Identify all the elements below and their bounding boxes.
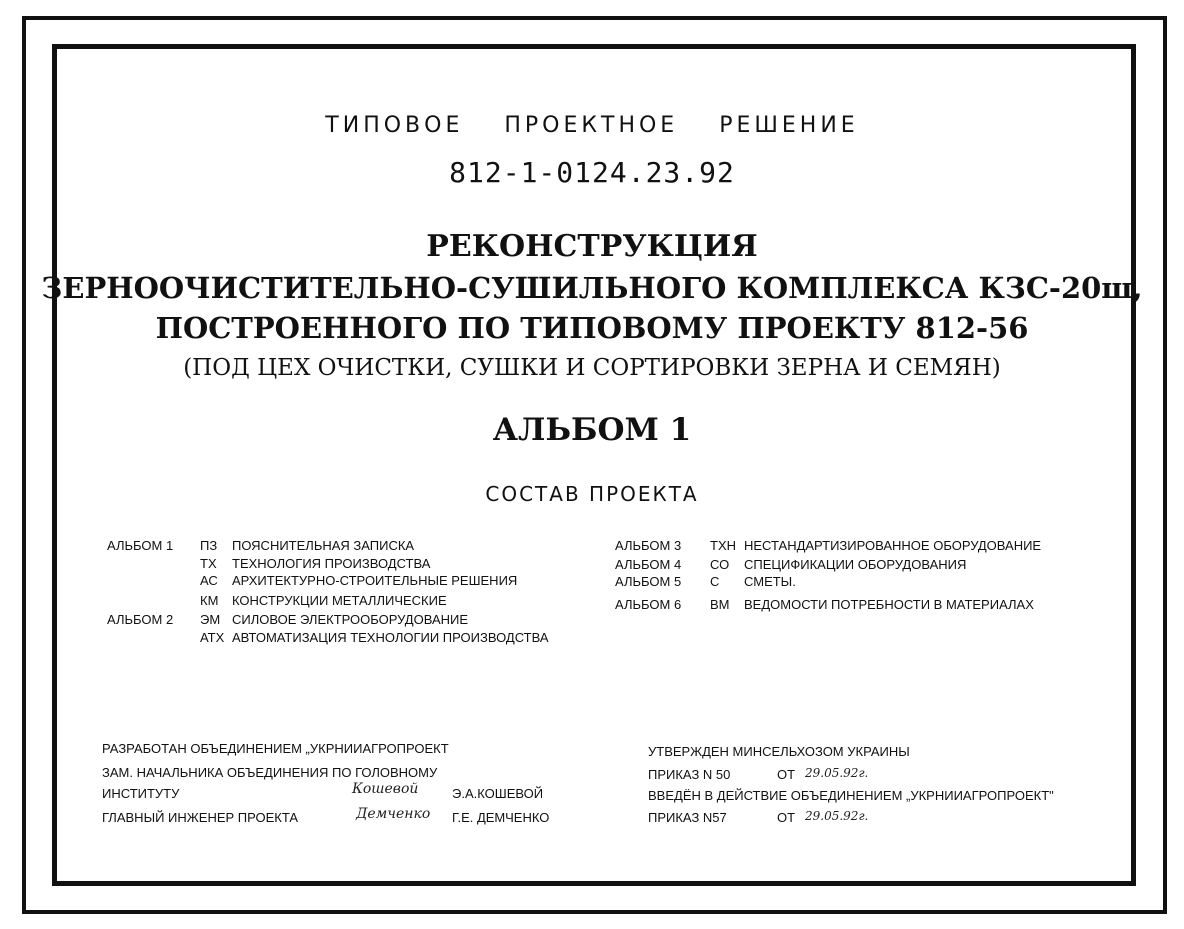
- doc-type-heading: ТИПОВОЕ ПРОЕКТНОЕ РЕШЕНИЕ: [325, 113, 859, 138]
- title-line-2: ЗЕРНООЧИСТИТЕЛЬНО-СУШИЛЬНОГО КОМПЛЕКСА КЗС-20ш,: [41, 271, 1143, 305]
- developed-line-4: ГЛАВНЫЙ ИНЖЕНЕР ПРОЕКТА: [102, 810, 299, 825]
- developed-name-1: Э.А.КОШЕВОЙ: [452, 786, 544, 801]
- doc-code: 812-1-0124.23.92: [449, 156, 735, 189]
- approved-line-1: УТВЕРЖДЕН МИНСЕЛЬХОЗОМ УКРАИНЫ: [648, 744, 910, 759]
- list-item: ТХ ТЕХНОЛОГИЯ ПРОИЗВОДСТВА: [200, 556, 431, 571]
- approved-date-2: 29.05.92г.: [805, 809, 869, 823]
- title-line-3: ПОСТРОЕННОГО ПО ТИПОВОМУ ПРОЕКТУ 812-56: [155, 311, 1029, 345]
- title-line-4: (ПОД ЦЕХ ОЧИСТКИ, СУШКИ И СОРТИРОВКИ ЗЕРНА И СЕМЯН): [183, 355, 1001, 381]
- approved-line-2: ВВЕДЁН В ДЕЙСТВИЕ ОБЪЕДИНЕНИЕМ „УКРНИИАГРОПРОЕКТ": [648, 788, 1054, 803]
- list-item: АЛЬБОМ 6 ВМ ВЕДОМОСТИ ПОТРЕБНОСТИ В МАТЕРИАЛАХ: [615, 597, 1034, 612]
- developed-line-3: ИНСТИТУТУ: [102, 786, 180, 801]
- list-item: АС АРХИТЕКТУРНО-СТРОИТЕЛЬНЫЕ РЕШЕНИЯ: [200, 573, 518, 588]
- approved-order-1: ПРИКАЗ N 50: [648, 767, 731, 782]
- approved-order-2: ПРИКАЗ N57: [648, 810, 727, 825]
- list-item: АЛЬБОМ 1 ПЗ ПОЯСНИТЕЛЬНАЯ ЗАПИСКА: [107, 538, 415, 553]
- approved-date-1-label: ОТ: [777, 767, 796, 782]
- album-title: АЛЬБОМ 1: [492, 412, 692, 448]
- sostav-title: СОСТАВ ПРОЕКТА: [485, 482, 699, 506]
- title-line-1: РЕКОНСТРУКЦИЯ: [426, 229, 758, 264]
- list-item: АЛЬБОМ 4 СО СПЕЦИФИКАЦИИ ОБОРУДОВАНИЯ: [615, 557, 967, 572]
- developed-name-2: Г.Е. ДЕМЧЕНКО: [452, 810, 550, 825]
- list-item: КМ КОНСТРУКЦИИ МЕТАЛЛИЧЕСКИЕ: [200, 593, 447, 608]
- signature-demchenko: Демченко: [356, 806, 431, 822]
- list-item: АТХ АВТОМАТИЗАЦИЯ ТЕХНОЛОГИИ ПРОИЗВОДСТВА: [200, 630, 549, 645]
- signature-koshevoy: Кошевой: [352, 781, 419, 797]
- list-item: АЛЬБОМ 2 ЭМ СИЛОВОЕ ЭЛЕКТРООБОРУДОВАНИЕ: [107, 612, 469, 627]
- approved-date-1: 29.05.92г.: [805, 766, 869, 780]
- developed-line-2: ЗАМ. НАЧАЛЬНИКА ОБЪЕДИНЕНИЯ ПО ГОЛОВНОМУ: [102, 765, 438, 780]
- list-item: АЛЬБОМ 5 С СМЕТЫ.: [615, 574, 796, 589]
- approved-date-2-label: ОТ: [777, 810, 796, 825]
- list-item: АЛЬБОМ 3 ТХН НЕСТАНДАРТИЗИРОВАННОЕ ОБОРУДОВАНИЕ: [615, 538, 1042, 553]
- developed-line-1: РАЗРАБОТАН ОБЪЕДИНЕНИЕМ „УКРНИИАГРОПРОЕКТ: [102, 741, 449, 756]
